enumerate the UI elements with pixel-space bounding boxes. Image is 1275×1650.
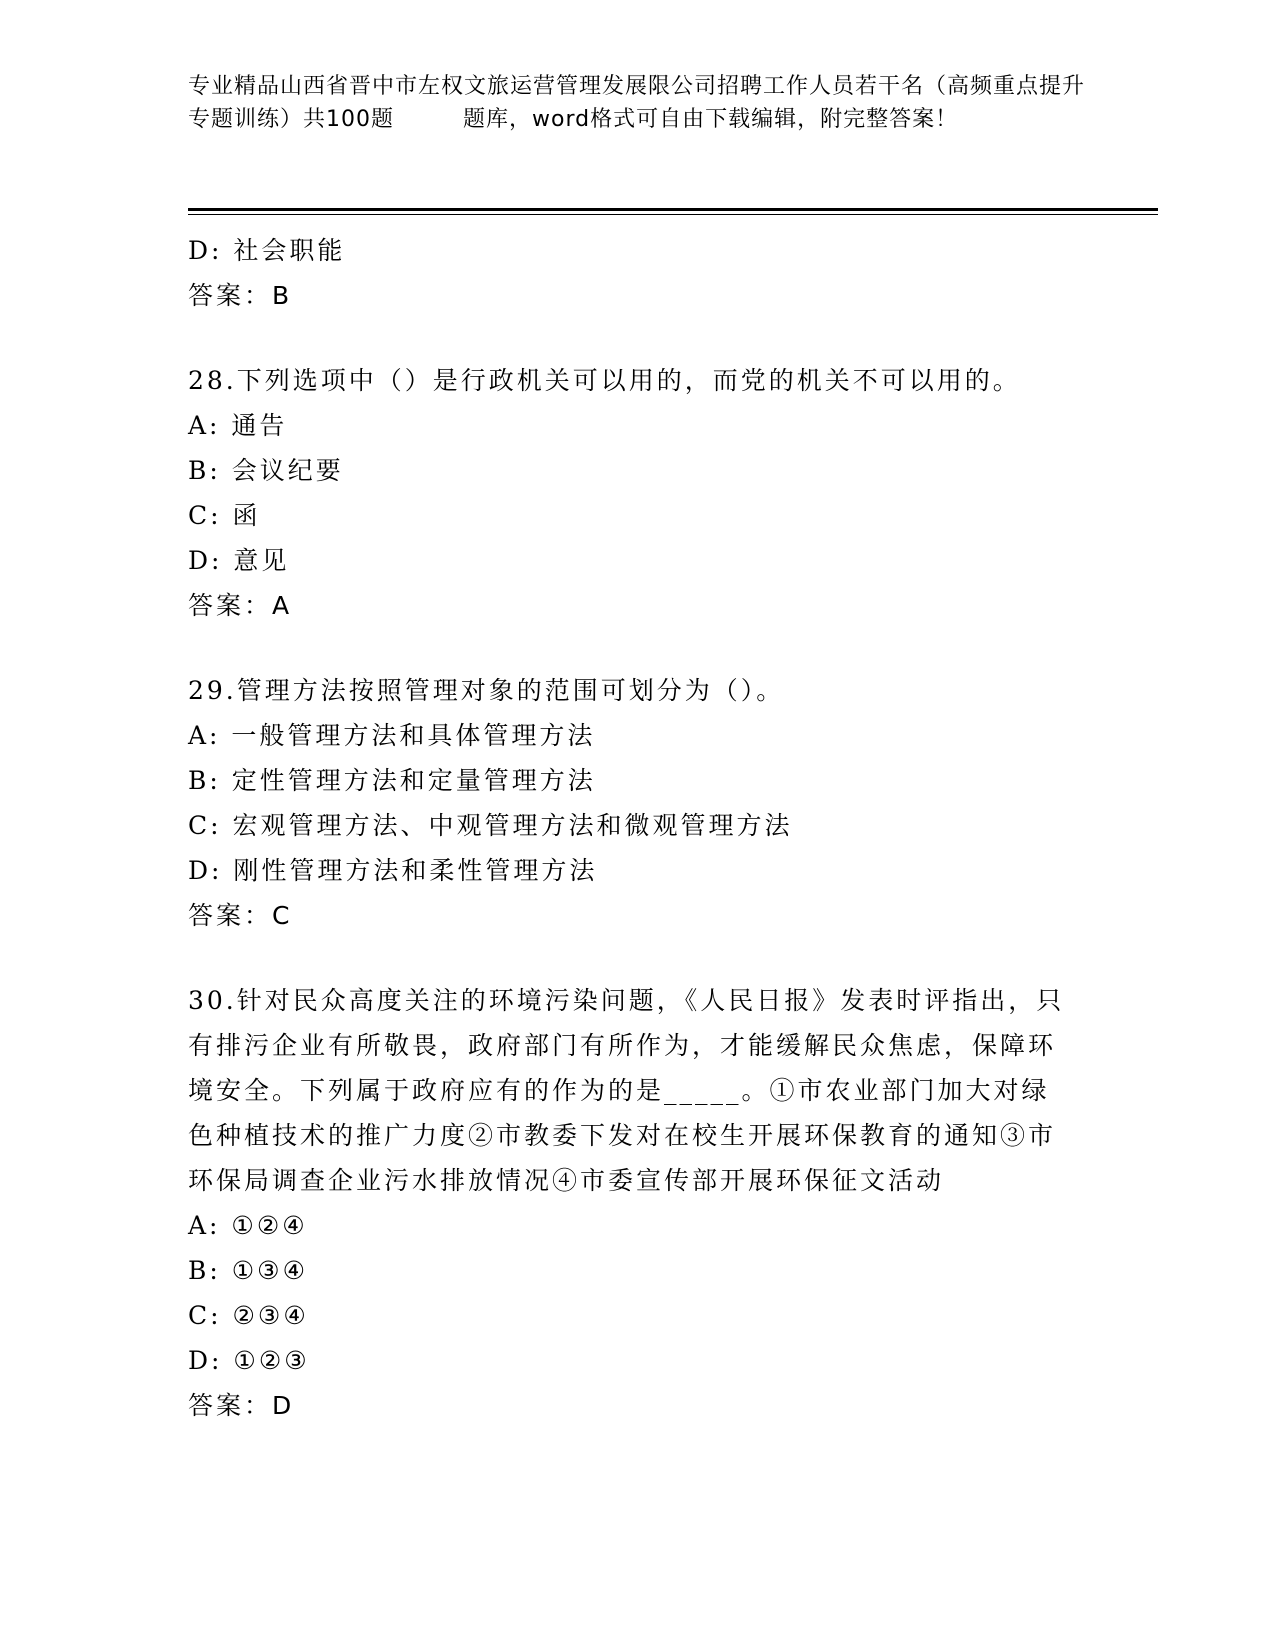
header-divider-thick: [188, 208, 1158, 211]
option-d: D: 社会职能: [188, 236, 346, 265]
question-stem: 28.下列选项中（）是行政机关可以用的，而党的机关不可以用的。: [188, 366, 1021, 395]
answer-line: 答案：C: [188, 901, 293, 930]
question-30: [188, 978, 1088, 1428]
header-divider-thin: [188, 214, 1158, 215]
option-c: C: 函: [188, 501, 261, 530]
option-c: C: ②③④: [188, 1301, 309, 1330]
option-b: B: 定性管理方法和定量管理方法: [188, 766, 596, 795]
option-a: A: ①②④: [188, 1211, 308, 1240]
document-header: 专业精品山西省晋中市左权文旅运营管理发展限公司招聘工作人员若干名（高频重点提升专题训练）共100题 题库，word格式可自由下载编辑，附完整答案！: [188, 74, 1086, 132]
question-stem: 29.管理方法按照管理对象的范围可划分为（）。: [188, 676, 785, 705]
answer-line: 答案：A: [188, 591, 293, 620]
question-content: [188, 228, 1088, 1428]
answer-line: 答案：D: [188, 1391, 295, 1420]
option-d: D: 刚性管理方法和柔性管理方法: [188, 856, 598, 885]
option-d: D: ①②③: [188, 1346, 310, 1375]
option-b: B: ①③④: [188, 1256, 308, 1285]
question-29: [188, 668, 1088, 938]
answer-line: 答案：B: [188, 281, 293, 310]
question-stem: 30.针对民众高度关注的环境污染问题，《人民日报》发表时评指出，只有排污企业有所敬畏，政府部门有所作为，才能缓解民众焦虑，保障环境安全。下列属于政府应有的作为的是_____。①市农业部门加大对绿色种植技术的推广力度②市教委下发对在校生开展环保教育的通知③市环保局调查企业污水排放情况④市委宣传部开展环保征文活动: [188, 986, 1065, 1195]
option-a: A: 一般管理方法和具体管理方法: [188, 721, 596, 750]
option-b: B: 会议纪要: [188, 456, 344, 485]
question-28: [188, 358, 1088, 628]
option-d: D: 意见: [188, 546, 290, 575]
option-c: C: 宏观管理方法、中观管理方法和微观管理方法: [188, 811, 793, 840]
option-a: A: 通告: [188, 411, 288, 440]
